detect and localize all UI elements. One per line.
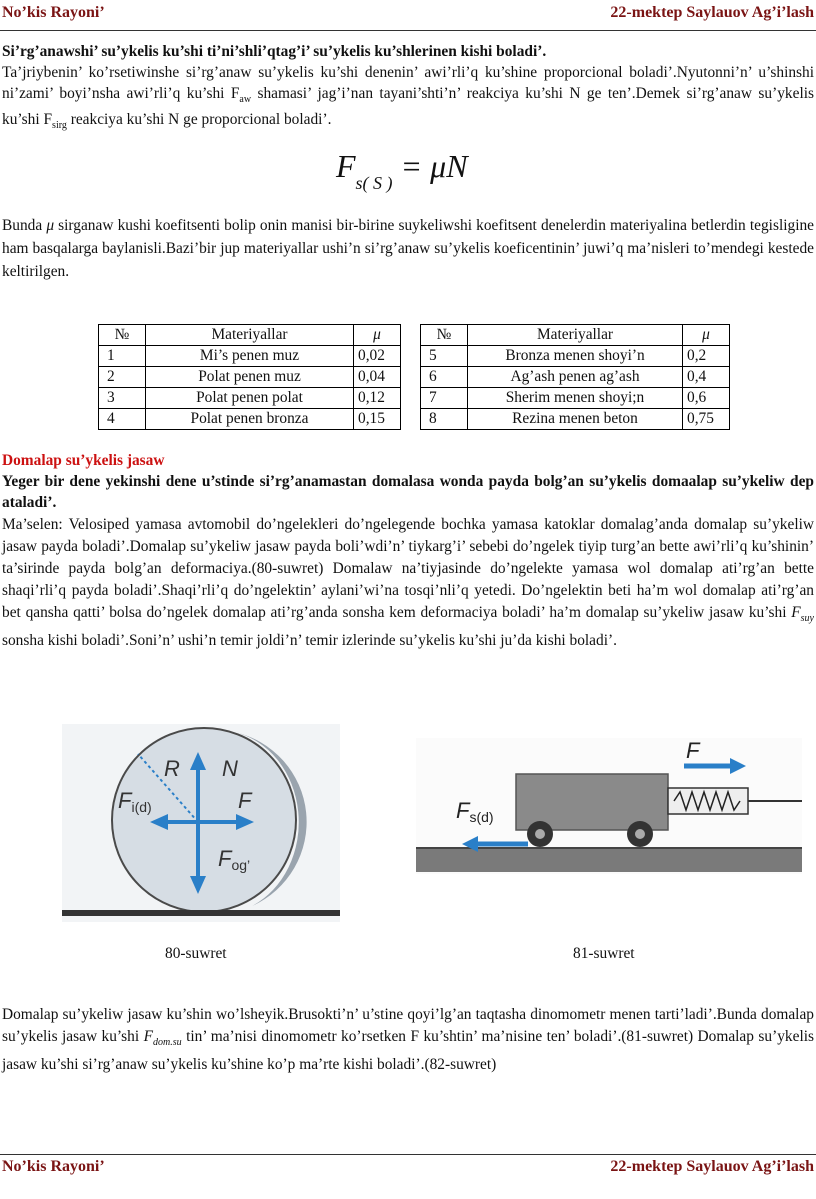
figure-80-caption: 80-suwret — [165, 945, 227, 962]
rolling-body-b: sonsha kishi boladi’.Soni’n’ ushi’n temir joldi’n’ temir izlerinde su’ykelis ku’shi ju’da kishi boladi’. — [2, 632, 617, 650]
table-cell-num: 1 — [99, 346, 146, 367]
table-cell-material: Polat penen bronza — [146, 409, 354, 430]
f-suy-symbol: F — [791, 604, 801, 621]
label-r: R — [164, 756, 180, 781]
table-row — [99, 409, 401, 430]
subscript-aw: aw — [239, 93, 252, 105]
table-header-mu: μ — [683, 325, 730, 346]
mu-lead: Bunda — [2, 217, 47, 234]
header-divider — [0, 30, 816, 31]
header-school-author: 22-mektep Saylauov Ag’i’lash — [610, 4, 814, 21]
table-cell-num: 7 — [421, 388, 468, 409]
page-header — [0, 4, 816, 26]
table-cell-mu: 0,15 — [354, 409, 401, 430]
intro-text-b: shamasi’ jag’i’nan tayani’shti’n’ reakciya ku’shi N ge ten’.Demek si’rg’anaw su’ykelis ku’shi F — [2, 84, 814, 129]
ground-surface — [416, 848, 802, 872]
last-text-b: tin’ ma’nisi dinomometr ko’rsetken F ku’shtin’ ma’nisine ten’ boladi’.(81-suwret) Domalap su’ykelis jasaw ku’shi si’rg’anaw su’ykelis ku’shine ko’p ma’rte kishi boladi’.(82-suwret) — [2, 1028, 814, 1074]
table-cell-num: 8 — [421, 409, 468, 430]
table-row — [421, 367, 730, 388]
figure-80-wheel-diagram — [62, 724, 340, 922]
table-header-row — [99, 325, 401, 346]
formula-subscript: s( S ) — [355, 173, 393, 193]
page-footer — [0, 1158, 816, 1180]
label-f: F — [238, 788, 252, 813]
measurement-paragraph — [2, 1004, 814, 1076]
label-fog-sub: og’ — [231, 857, 251, 873]
table-header-mu: μ — [354, 325, 401, 346]
mu-symbol: μ — [46, 217, 55, 234]
header-district: No’kis Rayoni’ — [2, 4, 105, 21]
footer-school-author: 22-mektep Saylauov Ag’i’lash — [610, 1158, 814, 1175]
table-cell-num: 3 — [99, 388, 146, 409]
table-row — [421, 388, 730, 409]
table-cell-material: Polat penen muz — [146, 367, 354, 388]
table-header-material: Materiyallar — [468, 325, 683, 346]
table-cell-material: Sherim menen shoyi;n — [468, 388, 683, 409]
table-cell-mu: 0,02 — [354, 346, 401, 367]
table-cell-material: Ag’ash penen ag’ash — [468, 367, 683, 388]
label-f: F — [686, 738, 700, 763]
table-header-num: № — [99, 325, 146, 346]
table-row — [421, 409, 730, 430]
subscript-sirg: sirg — [52, 120, 67, 132]
table-cell-material: Polat penen polat — [146, 388, 354, 409]
last-text-a: Domalap su’ykeliw jasaw ku’shin wo’lsheyik.Brusokti’n’ u’stine qoyi’lg’an taqtasha dinomometr menen tarti’ladi’.Bunda domalap su’ykelis jasaw ku’shi — [2, 1006, 814, 1045]
label-fs-sub: s(d) — [469, 809, 494, 825]
intro-text-a: Ta’jriybenin’ ko’rsetiwinshe si’rg’anaw su’ykelis ku’shi denenin’ awi’rli’q ku’shine proporcional boladi’.Nyutonni’n’ u’shinshi ni’zami’ boyi’nsha awi’rli’q ku’shi F — [2, 63, 814, 102]
figure-81-caption: 81-suwret — [573, 945, 635, 962]
table-header-material: Materiyallar — [146, 325, 354, 346]
cart-wheel-left-hub — [535, 829, 545, 839]
label-fi-sub: i(d) — [131, 799, 152, 815]
formula-rhs: = μN — [392, 148, 468, 184]
friction-formula — [336, 148, 468, 193]
mu-text: sirganaw kushi koefitsenti bolip onin manisi bir-birine suykeliwshi koefitsent denelerdin materiyalina betlerdin tegisligine ham basqalarga baylanisli.Bazi’bir jup materiyallar ushi’n si’rg’anaw su’ykelis koeficentinin’ juwi’q ma’nisleri to’mendegi kestede keltirilgen. — [2, 217, 814, 280]
figure-81-cart-diagram — [416, 738, 802, 874]
table-cell-num: 4 — [99, 409, 146, 430]
footer-district: No’kis Rayoni’ — [2, 1158, 105, 1175]
formula-lhs: F — [336, 148, 356, 184]
f-suy-subscript: suy — [800, 613, 814, 625]
label-fs-main: F — [456, 798, 470, 823]
table-header-num: № — [421, 325, 468, 346]
table-row — [99, 388, 401, 409]
table-cell-num: 5 — [421, 346, 468, 367]
table-cell-material: Mi’s penen muz — [146, 346, 354, 367]
table-row — [421, 346, 730, 367]
label-fog-main: F — [218, 846, 232, 871]
footer-divider — [0, 1154, 816, 1155]
table-cell-mu: 0,4 — [683, 367, 730, 388]
friction-table-left — [98, 324, 401, 430]
table-row — [99, 346, 401, 367]
intro-paragraph — [2, 42, 814, 137]
label-fi-main: F — [118, 788, 132, 813]
rolling-friction-paragraph — [2, 514, 814, 652]
table-cell-material: Rezina menen beton — [468, 409, 683, 430]
coefficient-paragraph — [2, 214, 814, 283]
table-cell-mu: 0,6 — [683, 388, 730, 409]
table-row — [99, 367, 401, 388]
sliding-friction-definition: Si’rg’anawshi’ su’ykelis ku’shi ti’ni’shli’qtag’i’ su’ykelis ku’shlerinen kishi boladi’. — [2, 43, 547, 60]
section-title-rolling-friction: Domalap su’ykelis jasaw — [2, 452, 165, 469]
table-cell-num: 2 — [99, 367, 146, 388]
ground-line — [62, 910, 340, 916]
table-cell-num: 6 — [421, 367, 468, 388]
rolling-friction-definition — [2, 472, 814, 514]
table-header-row — [421, 325, 730, 346]
cart-wheel-right-hub — [635, 829, 645, 839]
intro-text-c: reakciya ku’shi N ge proporcional boladi’. — [66, 111, 332, 129]
label-n: N — [222, 756, 238, 781]
table-cell-mu: 0,12 — [354, 388, 401, 409]
table-cell-mu: 0,75 — [683, 409, 730, 430]
table-cell-mu: 0,04 — [354, 367, 401, 388]
table-cell-mu: 0,2 — [683, 346, 730, 367]
friction-table-right — [420, 324, 730, 430]
table-cell-material: Bronza menen shoyi’n — [468, 346, 683, 367]
rolling-definition-text: Yeger bir dene yekinshi dene u’stinde si’rg’anamastan domalasa wonda payda bolg’an su’ykelis domaalap su’ykeliw dep ataladi’. — [2, 473, 814, 511]
f-dom-symbol: F — [143, 1028, 153, 1045]
rolling-body-a: Ma’selen: Velosiped yamasa avtomobil do’ngelekleri do’ngelegende bochka yamasa katoklar domalag’anda domalap su’ykeliw jasaw payda boladi’.Domalap su’ykeliw jasaw payda boli’wdi’n’ tiykarg’i’ sebebi do’ngelek tiyip turg’an bette awi’rli’q ku’shinin’ ta’sirinde payda bolg’an deformaciya.(80-suwret) Domalaw na’tiyjasinde do’ngelekte yamasa wol domalap ati’rg’an bette shaqi’rli’q payda boladi’.Shaqi’rli’q do’ngelektin’ aylani’wi’na tosqi’nli’q yetedi. Do’ngelektin beti ha’m wol domalap ati’rg’an bet qansha qatti’ bolsa do’ngelek domalap ati’rg’anda sonsha kem deformaciya boladi’ ha’m domalap su’ykeliw jasaw ku’shi — [2, 516, 814, 621]
f-dom-subscript: dom.su — [153, 1037, 182, 1049]
